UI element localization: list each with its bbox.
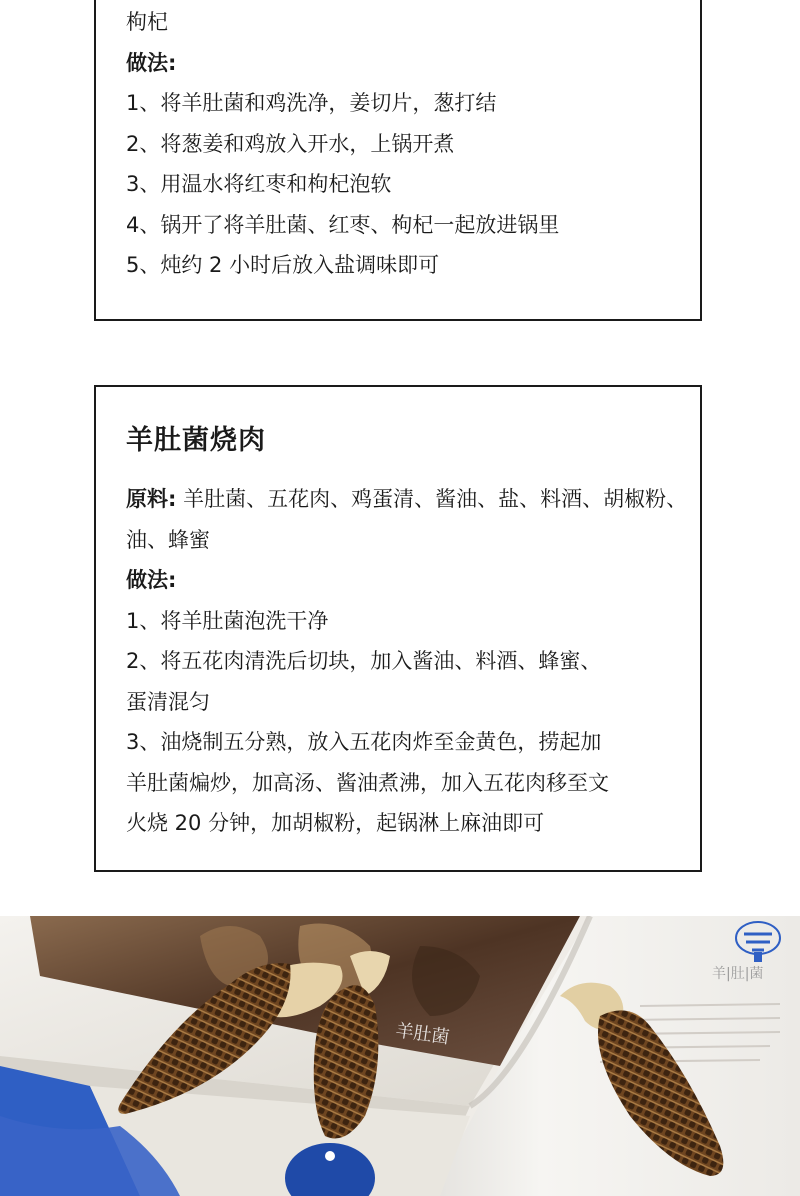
step-line-5: 羊肚菌煸炒，加高汤、酱油煮沸，加入五花肉移至文 (126, 770, 609, 795)
step-1: 1、将羊肚菌和鸡洗净，姜切片，葱打结 (126, 91, 497, 115)
method-label: 做法: (126, 50, 177, 75)
photo-illustration (0, 916, 800, 1196)
step-5: 5、炖约 2 小时后放入盐调味即可 (126, 253, 440, 277)
method-label: 做法: (126, 568, 177, 592)
ingredients-line-1 (126, 479, 688, 520)
recipe-card-1 (94, 0, 702, 321)
book-label-right: 羊|肚|菌 (712, 966, 764, 982)
step-line-6: 火烧 20 分钟，加胡椒粉，起锅淋上麻油即可 (126, 811, 545, 835)
ingredients-line-2: 油、蜂蜜 (126, 527, 210, 552)
book-label-left: 羊肚菌 (394, 1020, 451, 1049)
ingredients-label: 原料: (126, 487, 177, 511)
step-4: 4、锅开了将羊肚菌、红枣、枸杞一起放进锅里 (126, 212, 560, 237)
morel-photo (0, 916, 800, 1196)
recipe-card-2 (94, 385, 702, 872)
recipe-title: 羊肚菌烧肉 (126, 425, 266, 456)
step-3: 3、用温水将红枣和枸杞泡软 (126, 172, 392, 196)
ingredients-tail: 枸杞 (126, 10, 168, 34)
step-line-4: 3、油烧制五分熟，放入五花肉炸至金黄色，捞起加 (126, 730, 602, 754)
step-2: 2、将葱姜和鸡放入开水，上锅开煮 (126, 131, 455, 156)
ingredients-text: 羊肚菌、五花肉、鸡蛋清、酱油、盐、料酒、胡椒粉、 (176, 487, 688, 511)
step-line-1: 1、将羊肚菌泡洗干净 (126, 608, 329, 633)
step-line-3: 蛋清混匀 (126, 689, 210, 714)
step-line-2: 2、将五花肉清洗后切块，加入酱油、料酒、蜂蜜、 (126, 649, 602, 673)
